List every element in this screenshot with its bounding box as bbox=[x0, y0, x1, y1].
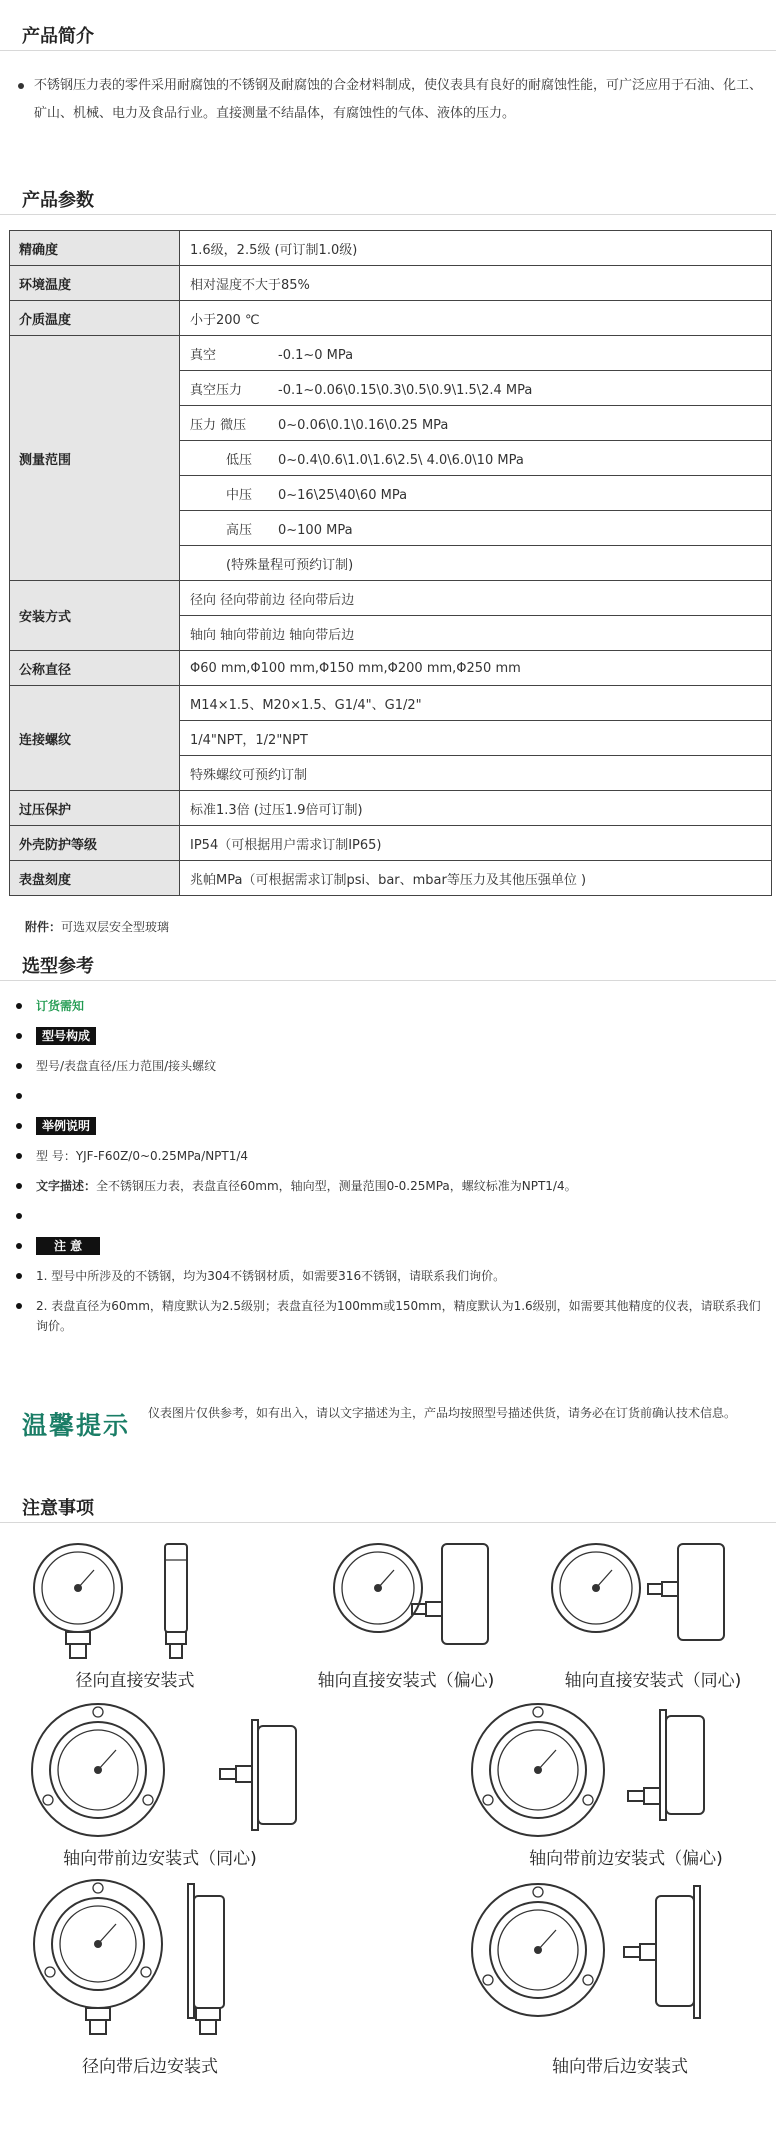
caption: 径向带后边安装式 bbox=[82, 2057, 218, 2077]
param-value bbox=[180, 476, 772, 511]
list-item bbox=[14, 1146, 764, 1176]
param-value: M14×1.5、M20×1.5、G1/4"、G1/2" bbox=[180, 686, 772, 721]
list-item bbox=[14, 1206, 764, 1236]
example-model: 型 号：YJF-F60Z/0~0.25MPa/NPT1/4 bbox=[36, 1149, 249, 1163]
param-value: 兆帕MPa（可根据需求订制psi、bar、mbar等压力及其他压强单位 ) bbox=[180, 861, 772, 896]
model-text: 型号/表盘直径/压力范围/接头螺纹 bbox=[36, 1059, 217, 1073]
list-item bbox=[14, 996, 764, 1026]
table-row bbox=[10, 826, 772, 861]
table-row bbox=[10, 861, 772, 896]
diagram-radial-back bbox=[30, 1876, 230, 2036]
diagram-axial-back bbox=[470, 1880, 710, 2030]
param-label: 公称直径 bbox=[10, 651, 180, 686]
table-row bbox=[10, 266, 772, 301]
section-title-intro: 产品简介 bbox=[22, 26, 94, 47]
desc-label: 文字描述： bbox=[36, 1179, 97, 1193]
bullet bbox=[16, 1183, 22, 1189]
range-name: 高压 bbox=[226, 522, 253, 538]
attachment-value: 可选双层安全型玻璃 bbox=[61, 920, 170, 934]
range-value: -0.1~0 MPa bbox=[278, 347, 354, 363]
param-value: Φ60 mm,Φ100 mm,Φ150 mm,Φ200 mm,Φ250 mm bbox=[180, 651, 772, 686]
intro-paragraph bbox=[18, 72, 768, 128]
range-value: 0~0.06\0.1\0.16\0.25 MPa bbox=[278, 417, 449, 433]
desc-text: 全不锈钢压力表，表盘直径60mm，轴向型，测量范围0-0.25MPa，螺纹标准为NPT1/4。 bbox=[96, 1179, 577, 1193]
divider bbox=[0, 980, 776, 981]
range-value: 0~0.4\0.6\1.0\1.6\2.5\ 4.0\6.0\10 MPa bbox=[278, 452, 524, 468]
param-value bbox=[180, 336, 772, 371]
bullet bbox=[16, 1273, 22, 1279]
bullet bbox=[16, 1123, 22, 1129]
list-item bbox=[14, 1266, 764, 1296]
attachment-note bbox=[25, 918, 169, 935]
param-label: 精确度 bbox=[10, 231, 180, 266]
caption: 轴向带后边安装式 bbox=[552, 2057, 688, 2077]
table-row bbox=[10, 336, 772, 371]
param-value bbox=[180, 546, 772, 581]
bullet bbox=[16, 1063, 22, 1069]
bullet bbox=[16, 1213, 22, 1219]
list-item bbox=[14, 1116, 764, 1146]
param-label: 表盘刻度 bbox=[10, 861, 180, 896]
list-item bbox=[14, 1176, 764, 1206]
divider bbox=[0, 1522, 776, 1523]
params-table bbox=[9, 230, 772, 896]
param-label: 外壳防护等级 bbox=[10, 826, 180, 861]
param-label: 介质温度 bbox=[10, 301, 180, 336]
range-name: 压力 微压 bbox=[190, 417, 247, 433]
diagram-axial-front-concentric bbox=[30, 1700, 300, 1840]
param-value bbox=[180, 406, 772, 441]
selection-list bbox=[14, 996, 764, 1344]
caption: 轴向直接安装式（偏心) bbox=[317, 1671, 495, 1691]
table-row bbox=[10, 301, 772, 336]
range-value: -0.1~0.06\0.15\0.3\0.5\0.9\1.5\2.4 MPa bbox=[278, 382, 533, 398]
bullet bbox=[16, 1153, 22, 1159]
param-value: 小于200 ℃ bbox=[180, 301, 772, 336]
table-row bbox=[10, 651, 772, 686]
param-value: IP54（可根据用户需求订制IP65) bbox=[180, 826, 772, 861]
section-title-selection: 选型参考 bbox=[22, 956, 94, 977]
section-title-params: 产品参数 bbox=[22, 190, 94, 211]
table-row bbox=[10, 791, 772, 826]
diagram-radial-direct bbox=[30, 1540, 210, 1660]
diagram-axial-direct-eccentric bbox=[330, 1540, 500, 1650]
diagram-axial-front-eccentric bbox=[470, 1700, 710, 1840]
list-item bbox=[14, 1056, 764, 1086]
range-value: 0~16\25\40\60 MPa bbox=[278, 487, 408, 503]
range-value: 0~100 MPa bbox=[278, 522, 353, 538]
tip-box bbox=[0, 1388, 776, 1476]
list-item bbox=[14, 1086, 764, 1116]
param-value: 标准1.3倍 (过压1.9倍可订制) bbox=[180, 791, 772, 826]
bullet bbox=[18, 83, 24, 89]
diagram-axial-direct-concentric bbox=[548, 1540, 728, 1650]
note-1: 1. 型号中所涉及的不锈钢，均为304不锈钢材质，如需要316不锈钢，请联系我们询价。 bbox=[36, 1269, 506, 1283]
caption: 轴向直接安装式（同心) bbox=[564, 1671, 742, 1691]
param-value: 轴向 轴向带前边 轴向带后边 bbox=[180, 616, 772, 651]
bullet bbox=[16, 1093, 22, 1099]
tip-title: 温馨提示 bbox=[22, 1411, 131, 1440]
range-name: 中压 bbox=[226, 487, 253, 503]
divider bbox=[0, 50, 776, 51]
range-note: (特殊量程可预约订制) bbox=[226, 557, 354, 573]
range-name: 真空 bbox=[190, 347, 217, 363]
list-item bbox=[14, 1296, 764, 1344]
intro-text: 不锈钢压力表的零件采用耐腐蚀的不锈钢及耐腐蚀的合金材料制成，使仪表具有良好的耐腐蚀性能，可广泛应用于石油、化工、矿山、机械、电力及食品行业。直接测量不结晶体，有腐蚀性的气体、液体的压力。 bbox=[34, 78, 763, 121]
param-value: 相对湿度不大于85% bbox=[180, 266, 772, 301]
bullet bbox=[16, 1303, 22, 1309]
param-label: 安装方式 bbox=[10, 581, 180, 651]
param-value: 1.6级，2.5级 (可订制1.0级) bbox=[180, 231, 772, 266]
table-row bbox=[10, 686, 772, 721]
bullet bbox=[16, 1033, 22, 1039]
caption: 轴向带前边安装式（同心) bbox=[63, 1849, 257, 1869]
param-value: 特殊螺纹可预约订制 bbox=[180, 756, 772, 791]
param-value bbox=[180, 511, 772, 546]
table-row bbox=[10, 581, 772, 616]
range-name: 低压 bbox=[226, 452, 253, 468]
bullet bbox=[16, 1003, 22, 1009]
tip-text: 仪表图片仅供参考，如有出入，请以文字描述为主，产品均按照型号描述供货，请务必在订货前确认技术信息。 bbox=[148, 1406, 737, 1420]
param-value bbox=[180, 441, 772, 476]
caption: 轴向带前边安装式（偏心) bbox=[529, 1849, 723, 1869]
bullet bbox=[16, 1243, 22, 1249]
param-label: 环境温度 bbox=[10, 266, 180, 301]
param-label: 过压保护 bbox=[10, 791, 180, 826]
param-value: 径向 径向带前边 径向带后边 bbox=[180, 581, 772, 616]
table-row bbox=[10, 231, 772, 266]
order-notice: 订货需知 bbox=[36, 999, 85, 1013]
divider bbox=[0, 214, 776, 215]
list-item bbox=[14, 1026, 764, 1056]
attachment-label: 附件： bbox=[25, 920, 62, 934]
param-label: 测量范围 bbox=[10, 336, 180, 581]
param-value bbox=[180, 371, 772, 406]
example-tag: 举例说明 bbox=[36, 1117, 96, 1135]
param-value: 1/4"NPT，1/2"NPT bbox=[180, 721, 772, 756]
param-label: 连接螺纹 bbox=[10, 686, 180, 791]
list-item bbox=[14, 1236, 764, 1266]
section-title-notes: 注意事项 bbox=[22, 1498, 94, 1519]
note-2: 2. 表盘直径为60mm，精度默认为2.5级别；表盘直径为100mm或150mm，精度默认为1.6级别，如需要其他精度的仪表，请联系我们询价。 bbox=[36, 1299, 761, 1333]
range-name: 真空压力 bbox=[190, 382, 243, 398]
caption: 径向直接安装式 bbox=[75, 1671, 195, 1691]
note-tag: 注 意 bbox=[36, 1237, 100, 1255]
model-tag: 型号构成 bbox=[36, 1027, 96, 1045]
